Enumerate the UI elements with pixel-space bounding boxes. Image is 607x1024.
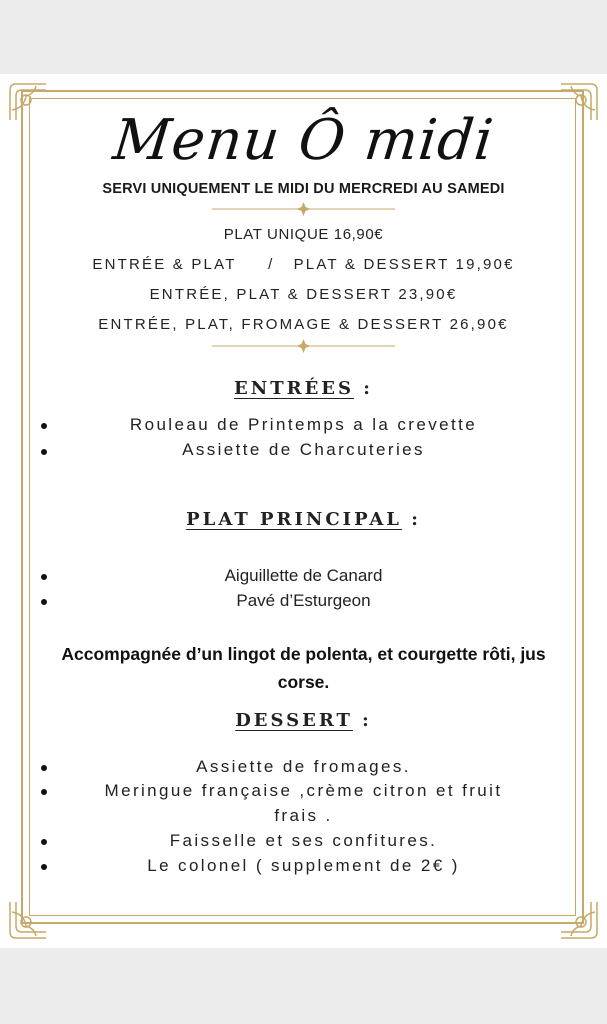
section-plat-heading: PLAT PRINCIPAL : xyxy=(186,509,421,530)
price-entree-plat: ENTRÉE & PLAT / PLAT & DESSERT 19,90€ xyxy=(92,256,515,273)
dessert-item-continued: frais . xyxy=(274,806,333,825)
menu-title: Menu Ô midi xyxy=(110,108,497,173)
dessert-item: Assiette de fromages. xyxy=(196,757,411,776)
price-entree-plat-dessert: ENTRÉE, PLAT & DESSERT 23,90€ xyxy=(149,286,458,303)
ornament-bottom-left-icon xyxy=(6,898,50,942)
plat-item: Pavé d’Esturgeon xyxy=(236,591,371,610)
entree-item: Assiette de Charcuteries xyxy=(182,440,425,459)
price-plat-unique: PLAT UNIQUE 16,90€ xyxy=(223,226,384,243)
menu-subtitle: SERVI UNIQUEMENT LE MIDI DU MERCREDI AU SAMEDI xyxy=(102,181,505,197)
ornament-bottom-right-icon xyxy=(557,898,601,942)
divider-star-icon xyxy=(0,338,607,354)
dessert-item: Meringue française ,crème citron et fruit xyxy=(104,781,503,800)
dessert-item: Faisselle et ses confitures. xyxy=(169,831,438,850)
plat-accompaniment-note: Accompagnée d’un lingot de polenta, et courgette rôti, jus corse. xyxy=(61,644,546,692)
section-dessert-heading: DESSERT : xyxy=(235,710,372,731)
divider-star-icon xyxy=(0,201,607,217)
dessert-item: Le colonel ( supplement de 2€ ) xyxy=(147,856,460,875)
plat-item: Aiguillette de Canard xyxy=(224,566,383,585)
section-entrees-heading: ENTRÉES : xyxy=(234,378,373,399)
price-formule-complete: ENTRÉE, PLAT, FROMAGE & DESSERT 26,90€ xyxy=(98,316,509,333)
entree-item: Rouleau de Printemps a la crevette xyxy=(129,415,478,434)
